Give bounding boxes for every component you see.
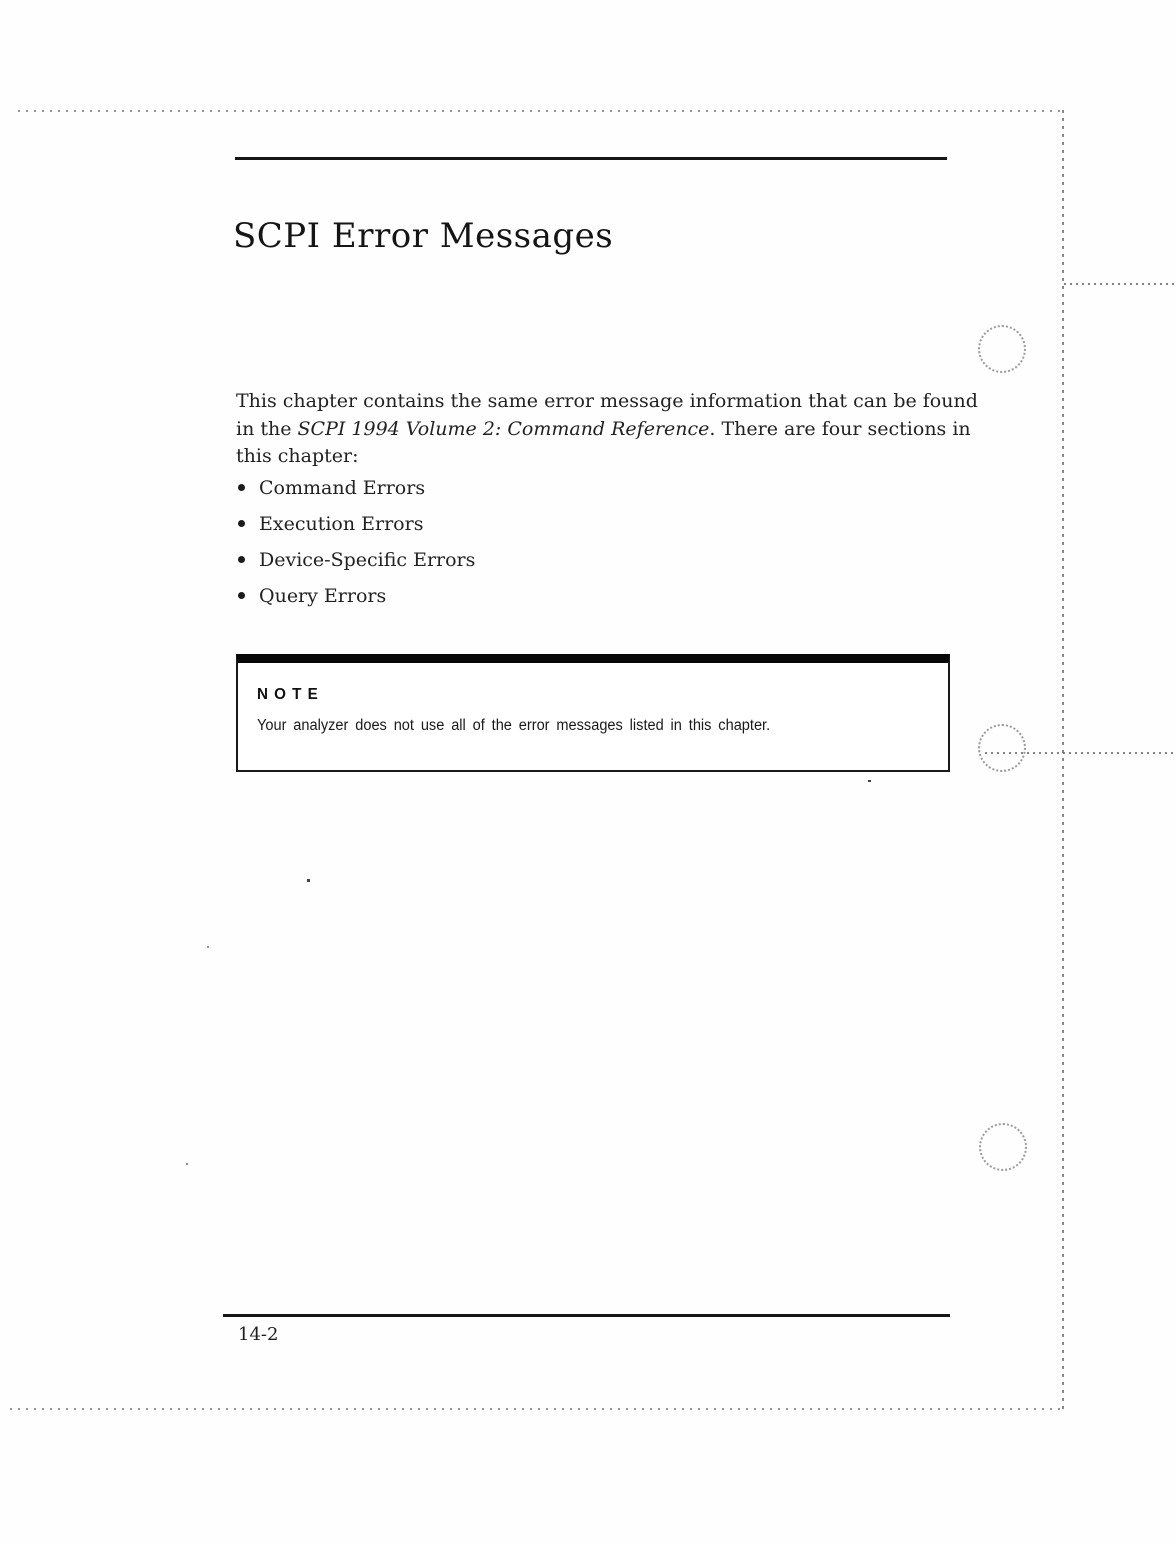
referenced-manual-title: SCPI 1994 Volume 2: Command Reference (297, 417, 710, 440)
scan-speck (307, 879, 310, 882)
intro-line-1: This chapter contains the same error message information that can be found (236, 390, 978, 412)
page-number: 14-2 (238, 1324, 279, 1345)
list-item (238, 582, 475, 609)
scan-edge-right (1062, 110, 1064, 1410)
scan-speck (186, 1163, 188, 1165)
punch-hole-bottom (979, 1123, 1027, 1171)
note-label: NOTE (257, 686, 324, 703)
note-text: Your analyzer does not use all of the error messages listed in this chapter. (257, 717, 771, 734)
punch-hole-middle (978, 724, 1026, 772)
intro-line-2: in the SCPI 1994 Volume 2: Command Reference. There are four sections in (236, 417, 971, 440)
intro-paragraph (236, 388, 978, 471)
punch-hole-top (978, 325, 1026, 373)
list-item-label: Execution Errors (259, 512, 424, 535)
list-item-label: Device-Specific Errors (259, 548, 476, 571)
background-fold-line-upper (1064, 283, 1176, 285)
note-box (236, 654, 950, 772)
section-list (238, 474, 475, 618)
page-title: SCPI Error Messages (233, 216, 614, 256)
list-item (238, 510, 475, 537)
scan-edge-top (18, 110, 1064, 112)
bullet-icon (238, 520, 245, 527)
list-item-label: Query Errors (259, 584, 387, 607)
list-item (238, 474, 475, 501)
scan-speck (207, 946, 209, 948)
title-rule (235, 157, 947, 160)
scan-edge-bottom (10, 1408, 1064, 1410)
list-item-label: Command Errors (259, 476, 426, 499)
scan-speck (868, 780, 871, 782)
footer-rule (223, 1314, 950, 1317)
bullet-icon (238, 556, 245, 563)
bullet-icon (238, 592, 245, 599)
list-item (238, 546, 475, 573)
intro-line-3: this chapter: (236, 445, 359, 467)
bullet-icon (238, 484, 245, 491)
